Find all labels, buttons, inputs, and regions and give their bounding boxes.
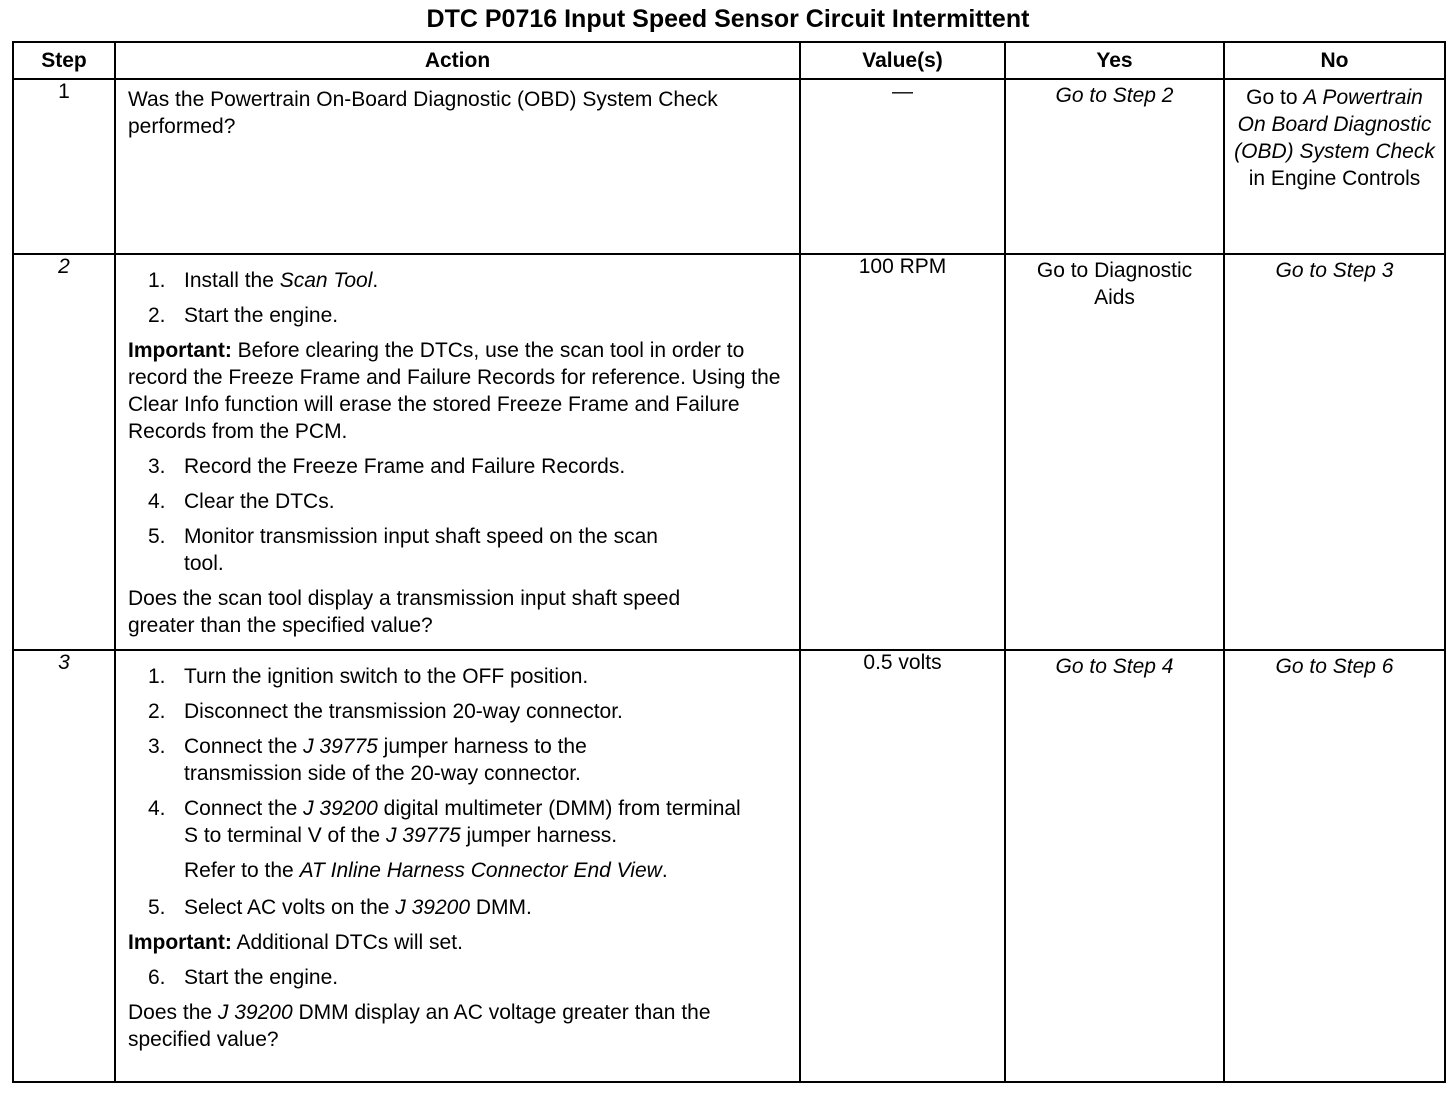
item-text: Monitor transmission input shaft speed on the scan tool. — [184, 525, 658, 575]
yes-cell — [1005, 254, 1224, 650]
no-link[interactable]: Go to Step 3 — [1275, 259, 1394, 282]
important-text: Additional DTCs will set. — [231, 931, 463, 954]
table-row — [13, 254, 1445, 650]
yes-link[interactable]: Go to Diagnostic Aids — [1036, 259, 1193, 309]
item-number: 3. — [148, 735, 166, 758]
connector-end-view-link[interactable]: AT Inline Harness Connector End View — [299, 859, 662, 882]
no-suffix: in Engine Controls — [1248, 167, 1421, 190]
item-number: 5. — [148, 896, 166, 919]
no-cell — [1224, 79, 1445, 254]
item-number: 5. — [148, 525, 166, 548]
value-cell: 0.5 volts — [800, 650, 1005, 1082]
dmm-tool: J 39200 — [217, 1001, 293, 1024]
important-note — [128, 929, 789, 956]
list-item — [128, 302, 789, 329]
header-no: No — [1224, 42, 1445, 79]
list-item — [128, 964, 789, 991]
item-number: 4. — [148, 490, 166, 513]
yes-link[interactable]: Go to Step 2 — [1055, 84, 1174, 107]
item-text: Record the Freeze Frame and Failure Records. — [184, 455, 626, 478]
list-item — [128, 488, 789, 515]
item-text: Connect the — [184, 797, 304, 820]
item-text: jumper harness. — [460, 824, 618, 847]
dmm-tool: J 39200 — [395, 896, 471, 919]
refer-text: . — [661, 859, 668, 882]
item-number: 2. — [148, 304, 166, 327]
item-number: 6. — [148, 966, 166, 989]
no-prefix: Go to — [1246, 86, 1304, 109]
item-number: 1. — [148, 665, 166, 688]
value-cell: 100 RPM — [800, 254, 1005, 650]
list-item — [128, 795, 789, 849]
item-text: jumper harness to the transmission side of the 20-way connector. — [184, 735, 587, 785]
item-number: 3. — [148, 455, 166, 478]
action-cell — [115, 254, 800, 650]
item-text: . — [372, 269, 379, 292]
list-item — [128, 663, 789, 690]
table-row — [13, 79, 1445, 254]
important-label: Important: — [128, 931, 232, 954]
important-note — [128, 337, 789, 445]
list-item — [128, 267, 789, 294]
value-cell: — — [800, 79, 1005, 254]
refer-text: Refer to the — [184, 859, 300, 882]
important-text: Before clearing the DTCs, use the scan tool in order to record the Freeze Frame and Failure Records for reference. Using the Clear Info function will erase the stored Freeze Frame and Failure Records from the PCM. — [128, 339, 781, 443]
jumper-harness-tool: J 39775 — [303, 735, 378, 758]
header-action: Action — [115, 42, 800, 79]
list-item — [128, 453, 789, 480]
page-title: DTC P0716 Input Speed Sensor Circuit Intermittent — [426, 5, 1030, 33]
no-link[interactable]: Go to Step 6 — [1275, 655, 1394, 678]
step-list — [128, 453, 789, 577]
no-cell — [1224, 254, 1445, 650]
item-text: DMM. — [470, 896, 532, 919]
action-cell — [115, 79, 800, 254]
no-cell — [1224, 650, 1445, 1082]
step-list — [128, 964, 789, 991]
item-text: Turn the ignition switch to the OFF position. — [184, 665, 589, 688]
header-yes: Yes — [1005, 42, 1224, 79]
item-text: Disconnect the transmission 20-way connector. — [184, 700, 623, 723]
scan-tool-link[interactable]: Scan Tool — [279, 269, 373, 292]
question-text: DMM display an AC voltage greater than the specified value? — [128, 1001, 711, 1051]
question-text: Does the — [128, 1001, 218, 1024]
item-text: Install the — [184, 269, 280, 292]
step-number: 2 — [13, 254, 115, 650]
step-list — [128, 894, 789, 921]
item-number: 4. — [148, 797, 166, 820]
jumper-harness-tool: J 39775 — [385, 824, 461, 847]
item-text: Connect the — [184, 735, 304, 758]
dmm-tool: J 39200 — [303, 797, 378, 820]
list-item — [128, 698, 789, 725]
header-values: Value(s) — [800, 42, 1005, 79]
list-item — [128, 733, 789, 787]
yes-cell — [1005, 79, 1224, 254]
diagnostic-table — [12, 41, 1446, 1083]
step-number: 1 — [13, 79, 115, 254]
step-list — [128, 267, 789, 329]
action-question: Was the Powertrain On-Board Diagnostic (OBD) System Check performed? — [128, 88, 718, 138]
list-item — [128, 894, 789, 921]
action-cell — [115, 650, 800, 1082]
yes-cell — [1005, 650, 1224, 1082]
yes-link[interactable]: Go to Step 4 — [1055, 655, 1174, 678]
item-number: 1. — [148, 269, 166, 292]
no-link[interactable]: A Powertrain On Board Diagnostic (OBD) System Check — [1234, 86, 1435, 163]
item-text: digital multimeter (DMM) from terminal S to terminal V of the — [184, 797, 741, 847]
list-item — [128, 523, 789, 577]
item-text: Select AC volts on the — [184, 896, 396, 919]
table-row — [13, 650, 1445, 1082]
step-number: 3 — [13, 650, 115, 1082]
step-list — [128, 663, 789, 849]
header-step: Step — [13, 42, 115, 79]
refer-note — [128, 857, 789, 884]
action-question: Does the scan tool display a transmission input shaft speed greater than the specified value? — [128, 587, 681, 637]
item-text: Clear the DTCs. — [184, 490, 335, 513]
important-label: Important: — [128, 339, 232, 362]
item-text: Start the engine. — [184, 304, 339, 327]
table-header-row — [13, 42, 1445, 79]
item-number: 2. — [148, 700, 166, 723]
item-text: Start the engine. — [184, 966, 339, 989]
action-question — [128, 999, 789, 1053]
